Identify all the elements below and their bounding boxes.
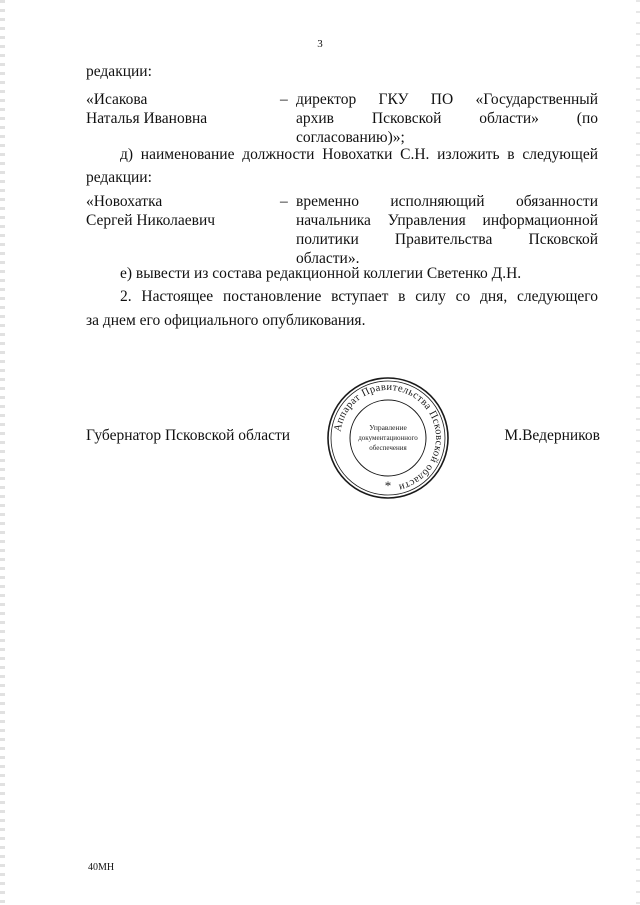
scan-edge-right xyxy=(636,0,640,905)
item-d-line1: д) наименование должности Новохатки С.Н. изложить в следующей xyxy=(120,146,598,163)
clause2-line2: за днем его официального опубликования. xyxy=(86,312,366,329)
clause2-line1: 2. Настоящее постановление вступает в силу со дня, следующего xyxy=(120,288,598,305)
signer-name: М.Ведерников xyxy=(504,427,600,444)
item-e: е) вывести из состава редакционной коллегии Светенко Д.Н. xyxy=(120,265,522,282)
footer-code: 40МН xyxy=(88,862,115,873)
seal-ring-text: Аппарат Правительства Псковской области xyxy=(332,381,445,493)
item-d-line2: редакции: xyxy=(86,169,152,186)
entry1-desc-line: архив Псковской области» (по xyxy=(296,110,598,127)
seal-graphic xyxy=(325,375,451,501)
entry1-name xyxy=(86,90,271,128)
entry1-desc-line: согласованию)»; xyxy=(296,129,405,146)
entry2-description xyxy=(296,192,598,268)
scan-edge-left xyxy=(0,0,5,905)
entry1-name-line1: «Исакова xyxy=(86,91,148,108)
seal-center-line: документационного xyxy=(358,434,418,442)
seal-star-icon: * xyxy=(384,478,392,493)
entry2-name xyxy=(86,192,271,230)
entry2-dash: – xyxy=(280,193,288,210)
seal-center-line: обеспечения xyxy=(369,444,407,452)
entry2-name-line1: «Новохатка xyxy=(86,193,163,210)
entry1-desc-line: директор ГКУ ПО «Государственный xyxy=(296,91,598,108)
entry1-name-line2: Наталья Ивановна xyxy=(86,110,208,127)
official-seal xyxy=(325,375,451,501)
entry1-dash: – xyxy=(280,91,288,108)
entry1-description xyxy=(296,90,598,147)
entry2-name-line2: Сергей Николаевич xyxy=(86,212,216,229)
entry2-desc-line: начальника Управления информационной xyxy=(296,212,598,229)
intro-word: редакции: xyxy=(86,63,152,80)
signer-title: Губернатор Псковской области xyxy=(86,427,291,444)
entry2-desc-line: временно исполняющий обязанности xyxy=(296,193,598,210)
entry2-desc-line: области». xyxy=(296,250,360,267)
seal-center-line: Управление xyxy=(369,423,407,432)
page-number: 3 xyxy=(317,38,323,50)
entry2-desc-line: политики Правительства Псковской xyxy=(296,231,598,248)
